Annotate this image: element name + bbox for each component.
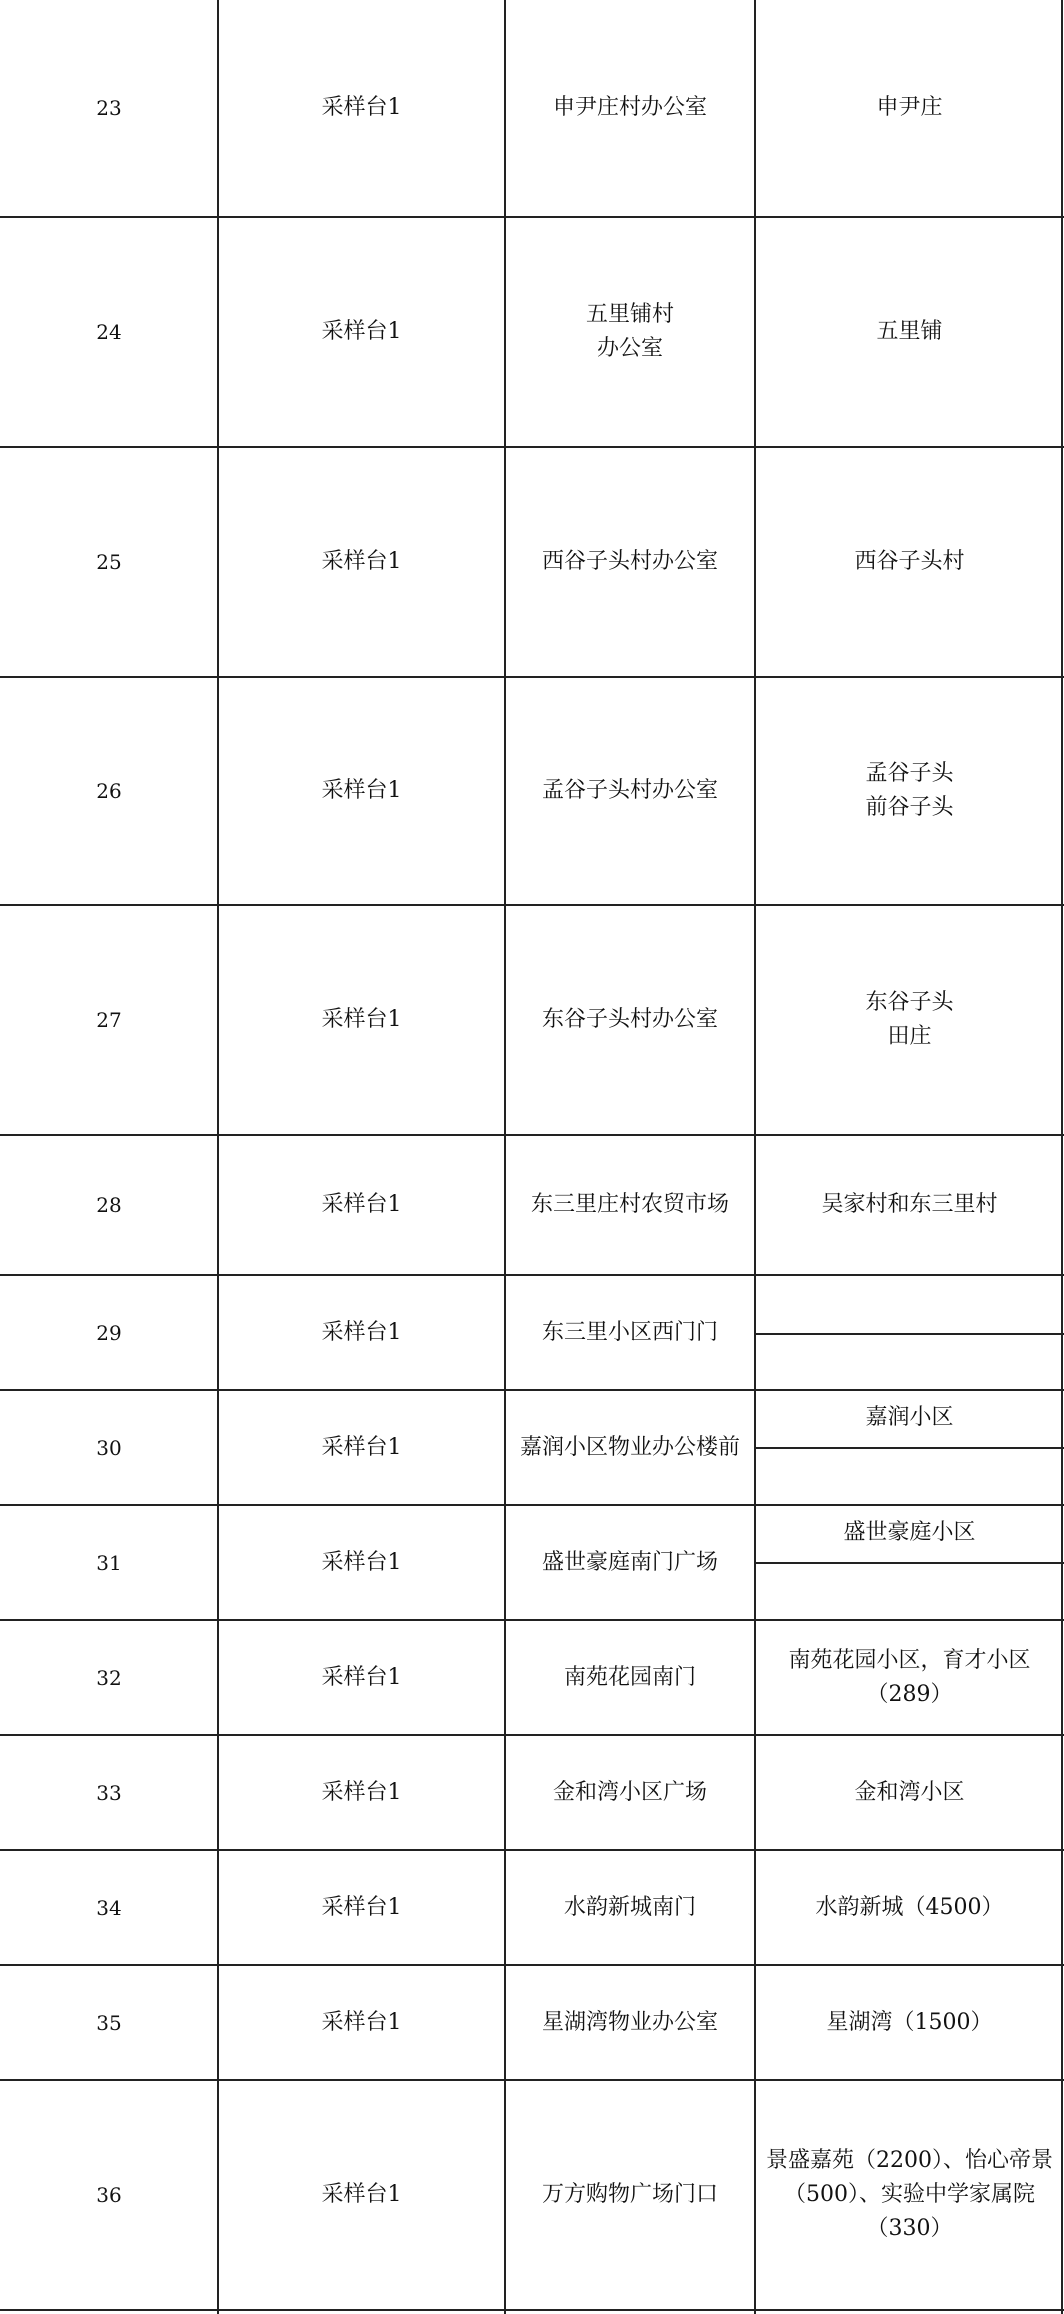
row-number: 27	[96, 1008, 122, 1032]
sampling-location: 星湖湾物业办公室	[541, 2009, 718, 2035]
sampling-device: 采样台1	[321, 95, 402, 120]
sampling-device: 采样台1	[321, 1007, 402, 1032]
column-divider	[217, 0, 219, 2314]
covered-area-line: 孟谷子头	[865, 761, 954, 786]
covered-area	[755, 1136, 1064, 1274]
covered-area	[755, 448, 1064, 676]
table-row	[0, 678, 1064, 906]
sampling-location: 南苑花园南门	[563, 1664, 696, 1690]
row-number: 32	[96, 1665, 122, 1690]
covered-area-line: 田庄	[887, 1024, 932, 1049]
sampling-location: 东谷子头村办公室	[541, 1007, 718, 1032]
sampling-location: 水韵新城南门	[563, 1894, 696, 1920]
table-row	[0, 2081, 1064, 2311]
table-row	[0, 1851, 1064, 1966]
covered-area-line: 星湖湾（1500）	[826, 2009, 993, 2035]
covered-area-line: 申尹庄	[876, 95, 943, 120]
covered-area-line: （500）、实验中学家属院	[784, 2182, 1035, 2207]
row-number: 24	[96, 320, 122, 344]
row-number: 30	[96, 1435, 122, 1460]
row-number: 34	[96, 1895, 122, 1920]
cell-split-line	[755, 1562, 1064, 1564]
sampling-location: 西谷子头村办公室	[541, 549, 718, 574]
covered-area-line: 嘉润小区	[865, 1405, 954, 1430]
covered-area-line: 南苑花园小区，育才小区	[788, 1647, 1031, 1673]
covered-area-line: 景盛嘉苑（2200）、怡心帝景	[766, 2148, 1053, 2173]
covered-area	[755, 906, 1064, 1134]
sampling-location: 嘉润小区物业办公楼前	[519, 1434, 740, 1460]
covered-area-line: 东谷子头	[865, 990, 954, 1015]
table-row	[0, 906, 1064, 1136]
covered-area-line: 西谷子头村	[854, 549, 965, 574]
row-number: 26	[96, 779, 122, 803]
covered-area	[755, 1966, 1064, 2079]
covered-area-line: 水韵新城（4500）	[815, 1894, 1004, 1920]
sampling-device: 采样台1	[321, 778, 402, 803]
sampling-device: 采样台1	[321, 319, 402, 344]
sampling-device: 采样台1	[321, 1894, 402, 1920]
table-row	[0, 1621, 1064, 1736]
sampling-device: 采样台1	[321, 1549, 402, 1575]
row-number: 29	[96, 1320, 122, 1345]
edge-tick	[0, 1504, 4, 1506]
row-number: 35	[96, 2010, 122, 2035]
table-row	[0, 1136, 1064, 1276]
row-number: 36	[96, 2183, 122, 2207]
sampling-location: 申尹庄村办公室	[552, 95, 707, 120]
sampling-location: 东三里小区西门门	[541, 1319, 718, 1345]
sampling-device: 采样台1	[321, 1664, 402, 1690]
sampling-device: 采样台1	[321, 1319, 402, 1345]
covered-area	[755, 1851, 1064, 1964]
column-divider	[504, 0, 506, 2314]
table-row	[0, 1736, 1064, 1851]
covered-area	[755, 0, 1064, 216]
sampling-location: 盛世豪庭南门广场	[541, 1549, 718, 1575]
edge-tick	[0, 1134, 4, 1136]
row-number: 23	[96, 96, 122, 120]
table-row	[0, 0, 1064, 218]
table-row	[0, 448, 1064, 678]
covered-area-line: 前谷子头	[865, 795, 954, 820]
covered-area	[755, 218, 1064, 446]
sampling-location: 万方购物广场门口	[541, 2182, 718, 2207]
sampling-location: 金和湾小区广场	[552, 1779, 707, 1805]
sampling-device: 采样台1	[321, 2009, 402, 2035]
covered-area-line: 盛世豪庭小区	[843, 1520, 976, 1545]
covered-area	[755, 1621, 1064, 1734]
column-divider	[754, 0, 756, 2314]
row-number: 33	[96, 1780, 122, 1805]
covered-area-line: 五里铺	[876, 319, 943, 344]
edge-tick	[0, 216, 4, 218]
sampling-device: 采样台1	[321, 1192, 402, 1217]
sampling-location	[505, 218, 755, 446]
row-number: 28	[96, 1193, 122, 1217]
column-divider	[1061, 0, 1063, 2314]
covered-area	[755, 1736, 1064, 1849]
covered-area-line: （289）	[866, 1681, 953, 1707]
covered-area-line: 吴家村和东三里村	[821, 1192, 998, 1217]
row-number: 31	[96, 1550, 122, 1575]
sampling-device: 采样台1	[321, 1434, 402, 1460]
row-number: 25	[96, 550, 122, 574]
sampling-location: 孟谷子头村办公室	[541, 778, 718, 803]
sampling-device: 采样台1	[321, 1779, 402, 1805]
table-row	[0, 218, 1064, 448]
covered-area-line: （330）	[866, 2216, 953, 2241]
edge-tick	[0, 1849, 4, 1851]
cell-split-line	[755, 1447, 1064, 1449]
covered-area	[755, 2081, 1064, 2309]
sampling-location: 东三里庄村农贸市场	[530, 1192, 729, 1217]
sampling-device: 采样台1	[321, 549, 402, 574]
sampling-device: 采样台1	[321, 2182, 402, 2207]
covered-area	[755, 678, 1064, 904]
table-row	[0, 1966, 1064, 2081]
covered-area-line: 金和湾小区	[854, 1779, 965, 1805]
cell-split-line	[755, 1333, 1064, 1335]
sampling-location-text: 五里铺村 办公室	[585, 302, 674, 361]
